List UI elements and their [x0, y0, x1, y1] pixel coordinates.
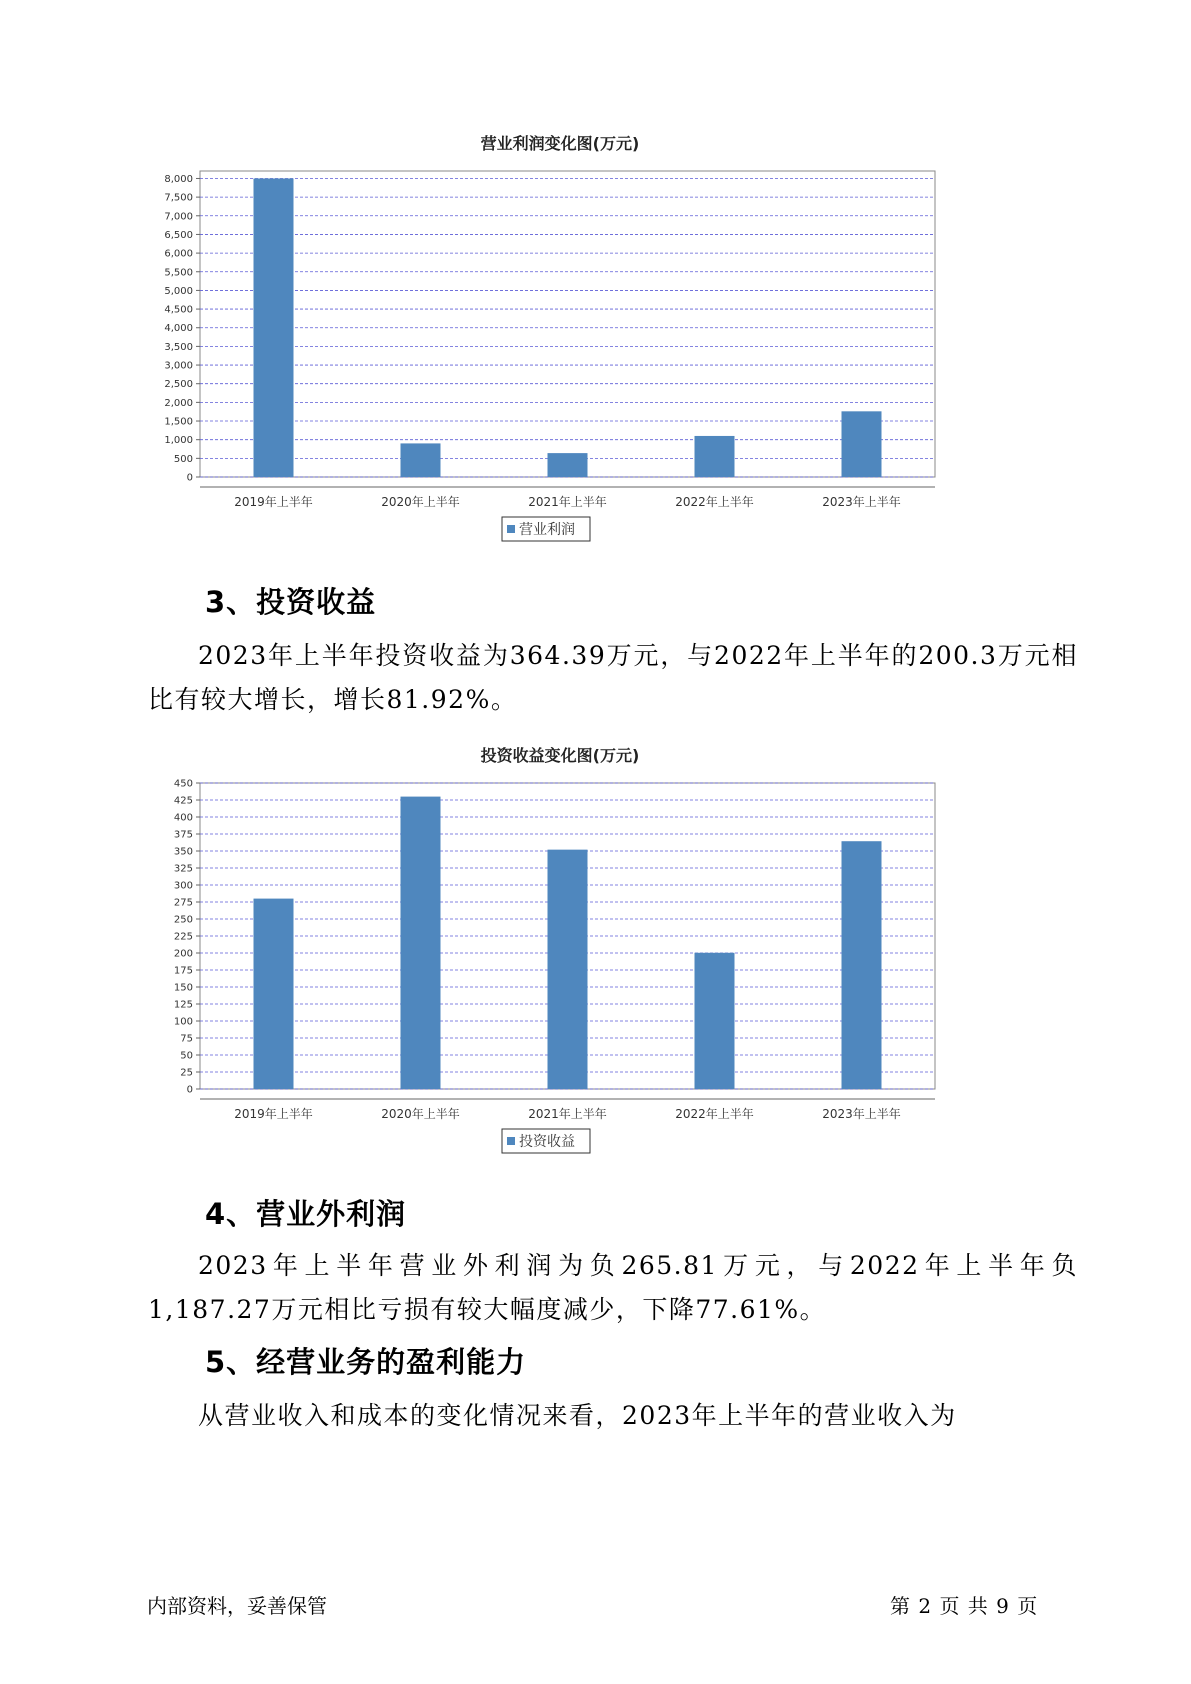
x-tick-label: 2022年上半年	[675, 495, 754, 509]
y-tick-label: 2,500	[164, 379, 193, 391]
y-tick-label: 100	[173, 1016, 193, 1028]
y-tick-label: 3,500	[164, 341, 193, 353]
bar	[401, 797, 441, 1089]
plot-area	[200, 171, 935, 477]
bar	[695, 953, 735, 1089]
y-tick-label: 500	[173, 453, 193, 465]
y-tick-label: 275	[173, 897, 193, 909]
y-tick-label: 25	[180, 1067, 193, 1079]
y-tick-label: 0	[186, 1084, 193, 1096]
y-tick-label: 325	[173, 863, 193, 875]
y-tick-label: 1,500	[164, 416, 193, 428]
y-tick-label: 75	[180, 1033, 193, 1045]
y-tick-label: 4,500	[164, 304, 193, 316]
x-tick-label: 2023年上半年	[822, 1107, 901, 1121]
bar	[695, 436, 735, 477]
y-tick-label: 300	[173, 880, 193, 892]
x-tick-label: 2020年上半年	[381, 495, 460, 509]
operating-profit-chart-svg	[150, 125, 1030, 550]
legend-label: 投资收益	[519, 1134, 575, 1150]
y-tick-label: 5,500	[164, 267, 193, 279]
x-tick-label: 2019年上半年	[234, 1107, 313, 1121]
bar	[548, 850, 588, 1089]
y-tick-label: 125	[173, 999, 193, 1011]
x-tick-label: 2019年上半年	[234, 495, 313, 509]
section-heading-profitability: 5、经营业务的盈利能力	[205, 1345, 527, 1379]
investment-income-chart-svg	[150, 737, 1030, 1162]
x-tick-label: 2022年上半年	[675, 1107, 754, 1121]
y-tick-label: 350	[173, 846, 193, 858]
bar	[842, 841, 882, 1089]
section-heading-non-operating-profit: 4、营业外利润	[205, 1197, 407, 1231]
y-tick-label: 3,000	[164, 360, 193, 372]
paragraph-investment-income: 2023年上半年投资收益为364.39万元，与2022年上半年的200.3万元相比有较大增长，增长81.92%。	[148, 641, 1078, 714]
y-tick-label: 4,000	[164, 323, 193, 335]
legend-swatch	[507, 1137, 515, 1145]
y-tick-label: 50	[180, 1050, 193, 1062]
y-tick-label: 7,000	[164, 211, 193, 223]
y-tick-label: 7,500	[164, 192, 193, 204]
y-tick-label: 200	[173, 948, 193, 960]
y-tick-label: 5,000	[164, 285, 193, 297]
y-tick-label: 1,000	[164, 435, 193, 447]
y-tick-label: 175	[173, 965, 193, 977]
y-tick-label: 225	[173, 931, 193, 943]
bar	[401, 443, 441, 477]
chart-title: 投资收益变化图(万元)	[480, 746, 640, 765]
y-tick-label: 6,500	[164, 229, 193, 241]
paragraph-non-operating-profit: 2023年上半年营业外利润为负265.81万元，与2022年上半年负1,187.27万元相比亏损有较大幅度减少，下降77.61%。	[148, 1251, 1078, 1324]
y-tick-label: 400	[173, 812, 193, 824]
y-tick-label: 450	[173, 778, 193, 790]
y-tick-label: 250	[173, 914, 193, 926]
bar	[548, 453, 588, 477]
footer-page-number: 第 2 页 共 9 页	[890, 1594, 1038, 1618]
chart-title: 营业利润变化图(万元)	[480, 134, 640, 153]
x-tick-label: 2021年上半年	[528, 1107, 607, 1121]
y-tick-label: 425	[173, 795, 193, 807]
investment-income-chart	[150, 737, 1030, 1162]
bar	[254, 178, 294, 477]
y-tick-label: 375	[173, 829, 193, 841]
bar	[254, 899, 294, 1089]
legend-swatch	[507, 525, 515, 533]
bar	[842, 411, 882, 477]
operating-profit-chart	[150, 125, 1030, 550]
y-tick-label: 0	[186, 472, 193, 484]
y-tick-label: 6,000	[164, 248, 193, 260]
x-tick-label: 2021年上半年	[528, 495, 607, 509]
x-tick-label: 2023年上半年	[822, 495, 901, 509]
paragraph-profitability: 从营业收入和成本的变化情况来看，2023年上半年的营业收入为	[198, 1401, 957, 1430]
y-tick-label: 150	[173, 982, 193, 994]
legend-label: 营业利润	[519, 522, 575, 538]
y-tick-label: 2,000	[164, 397, 193, 409]
footer-confidential-note: 内部资料，妥善保管	[147, 1594, 327, 1618]
section-heading-investment-income: 3、投资收益	[205, 585, 377, 619]
x-tick-label: 2020年上半年	[381, 1107, 460, 1121]
y-tick-label: 8,000	[164, 173, 193, 185]
